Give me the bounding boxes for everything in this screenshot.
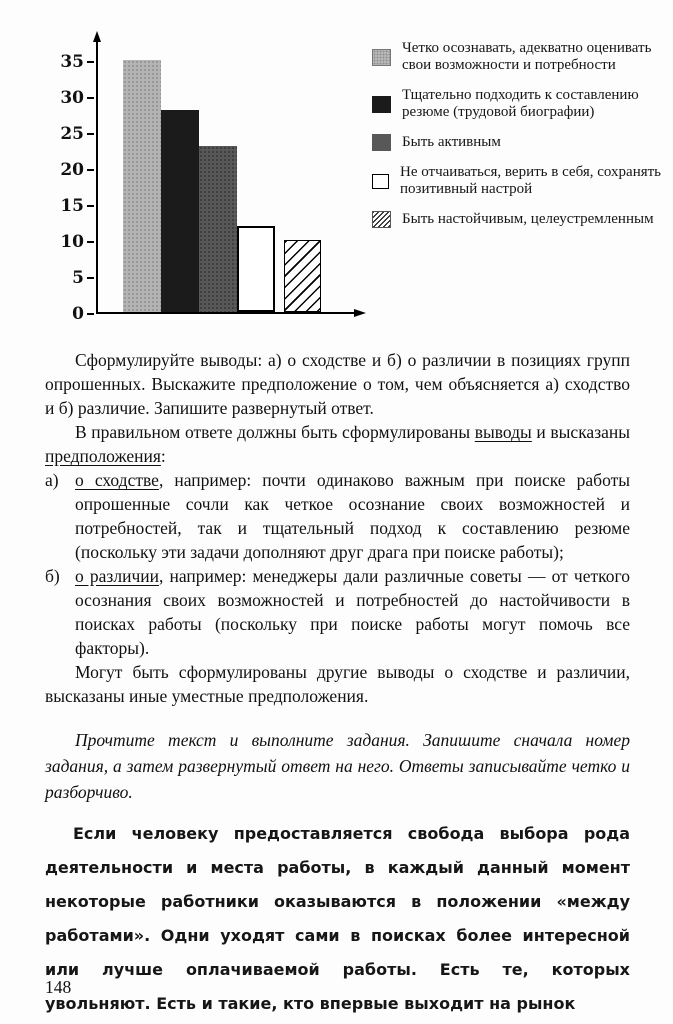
- y-axis-tickmark: [87, 205, 94, 207]
- y-axis-tick-label: 0: [72, 304, 84, 324]
- legend-item: [372, 134, 672, 151]
- list-item-a-rest: , например: почти одинаково важным при поиске работы опрошенные сочли как четкое осознание своих возможностей и потребностей, так и тщательный подход к составлению резюме (поскольку эти задачи дополняют друг драга при поиске работы);: [75, 470, 630, 562]
- legend-item: [372, 211, 672, 228]
- list-marker-a: а): [45, 470, 59, 490]
- paragraph-reading-text-bold: Если человеку предоставляется свобода выбора рода деятельности и места работы, в каждый данный момент некоторые работники оказываются в положении «между работами». Одни уходят сами в поисках более интересной или лучше оплачиваемой работы. Есть те, которых увольняют. Есть и такие, кто впервые выходит на рынок: [45, 824, 630, 1013]
- y-axis-tickmark: [87, 313, 94, 315]
- underlined-word-vyvody: выводы: [474, 422, 532, 442]
- chart-figure: [56, 38, 673, 324]
- list-item-a-text: [75, 468, 630, 564]
- y-axis-tickmark: [87, 61, 94, 63]
- y-axis-line: [96, 42, 98, 314]
- paragraph-instruction-italic: Прочтите текст и выполните задания. Запишите сначала номер задания, а затем развернутый ответ на него. Ответы записывайте четко и разборчиво.: [45, 730, 630, 802]
- list-item-a: [45, 468, 630, 564]
- legend-label: Быть активным: [402, 134, 501, 150]
- y-axis-tick-label: 15: [60, 196, 84, 216]
- list-marker-b: б): [45, 566, 60, 586]
- y-axis-tickmark: [87, 97, 94, 99]
- page-number: 148: [45, 977, 72, 997]
- y-axis-tickmark: [87, 277, 94, 279]
- body-text: [45, 348, 630, 1021]
- paragraph-answer-intro: [45, 420, 630, 468]
- legend-item: [372, 164, 672, 198]
- x-axis-arrow-icon: [354, 309, 366, 317]
- y-axis-tick-label: 25: [60, 124, 84, 144]
- y-axis-tick-label: 35: [60, 52, 84, 72]
- legend-swatch-hatched: [372, 211, 391, 228]
- bar-chart: [56, 38, 366, 324]
- legend-swatch-light-gray: [372, 49, 391, 66]
- list-item-b: [45, 564, 630, 660]
- paragraph-task: Сформулируйте выводы: а) о сходстве и б) о различии в позициях групп опрошенных. Выскажите предположение о том, чем объясняется а) сходство и б) различие. Запишите развернутый ответ.: [45, 350, 630, 418]
- bar-be-persistent: [284, 240, 321, 312]
- y-axis-arrow-icon: [93, 31, 101, 42]
- legend-label: Тщательно подходить к составлению резюме (трудовой биографии): [402, 87, 639, 120]
- list-item-b-rest: , например: менеджеры дали различные советы — от четкого осознания своих возможностей и потребностей до настойчивости в поисках работы (поскольку при поиске работы могут помочь все факторы).: [75, 566, 631, 658]
- y-axis-tickmark: [87, 241, 94, 243]
- legend-item: [372, 40, 672, 74]
- paragraph-other-conclusions: Могут быть сформулированы другие выводы о сходстве и различии, высказаны иные уместные предположения.: [45, 662, 630, 706]
- bar-careful-resume: [161, 110, 199, 312]
- y-axis-tick-label: 10: [60, 232, 84, 252]
- bars-group: [123, 60, 321, 312]
- bar-clear-awareness: [123, 60, 161, 312]
- chart-plot-area: [60, 52, 356, 324]
- legend-label: Быть настойчивым, целеустремленным: [402, 211, 654, 227]
- answer-intro-text: В правильном ответе должны быть сформулированы: [75, 422, 475, 442]
- y-axis-tickmark: [87, 133, 94, 135]
- underlined-word-predpolozheniya: предположения: [45, 446, 161, 466]
- legend-swatch-dark-gray: [372, 134, 391, 151]
- underlined-phrase-similarity: о сходстве: [75, 470, 159, 490]
- list-item-b-text: [75, 564, 630, 660]
- legend-label: Не отчаиваться, верить в себя, сохранять позитивный настрой: [400, 164, 662, 197]
- legend-item: [372, 87, 672, 121]
- x-axis-line: [96, 312, 354, 314]
- legend-swatch-white: [372, 174, 389, 189]
- answer-intro-text: и высказаны: [531, 422, 630, 442]
- bar-be-active: [199, 146, 237, 312]
- chart-legend: [372, 38, 672, 324]
- y-axis-tick-label: 5: [72, 268, 84, 288]
- y-axis-tick-label: 20: [60, 160, 84, 180]
- legend-label: Четко осознавать, адекватно оценивать свои возможности и потребности: [402, 40, 652, 73]
- legend-swatch-black: [372, 96, 391, 113]
- y-axis-tickmark: [87, 169, 94, 171]
- bar-stay-positive: [237, 226, 275, 312]
- underlined-phrase-difference: о различии: [75, 566, 159, 586]
- y-axis-tick-label: 30: [60, 88, 84, 108]
- answer-intro-text: :: [160, 446, 166, 466]
